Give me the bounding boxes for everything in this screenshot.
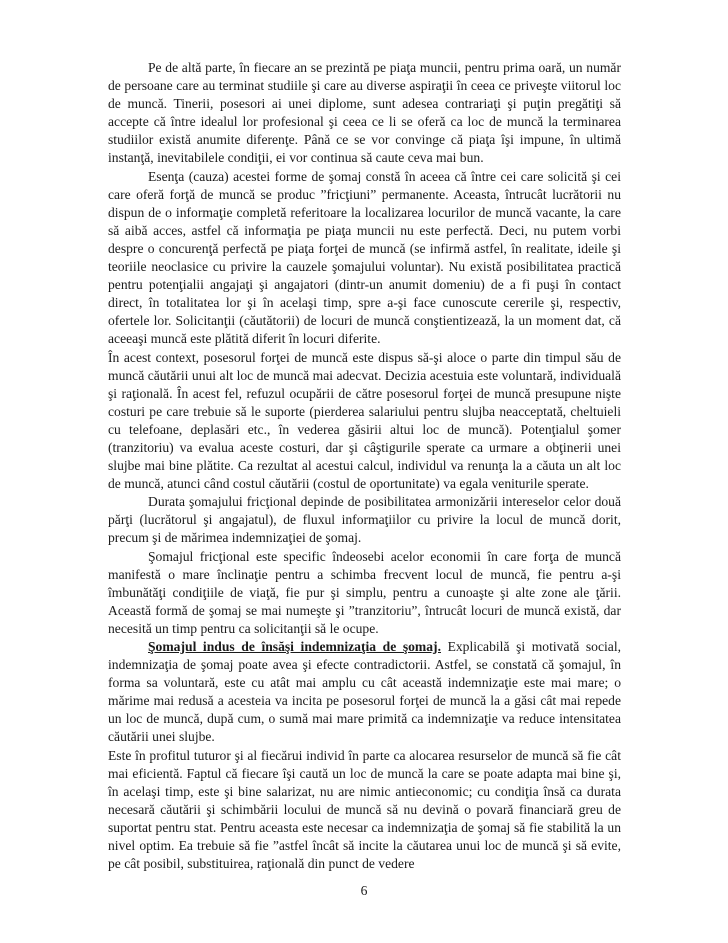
section-heading: Şomajul indus de însăşi indemnizaţia de şomaj. [148, 639, 441, 654]
document-page [108, 59, 621, 873]
paragraph-2: Esenţa (cauza) acestei forme de şomaj constă în aceea că între cei care solicită şi cei care oferă forţă de muncă se produc ”fricţiuni” permanente. Aceasta, întrucât lucrătorii nu dispun de o informaţie completă referitoare la localizarea locurilor de muncă vacante, la care să aibă acces, astfel că informaţia pe piaţa muncii nu este perfectă. Deci, nu putem vorbi despre o concurenţă perfectă pe piaţa forţei de muncă (se infirmă astfel, în realitate, ideile şi teoriile neoclasice cu privire la cauzele şomajului voluntar). Nu există posibilitatea practică pentru potenţialii angajaţi şi angajatori (dintr-un anumit domeniu) de a fi puşi în contact direct, în totalitatea lor şi în acelaşi timp, spre a-şi face cunoscute cererile şi, respectiv, ofertele lor. Solicitanţii (căutătorii) de locuri de muncă conştientizează, la un moment dat, că aceeaşi muncă este plătită diferit în locuri diferite. [108, 168, 621, 347]
page-number: 6 [360, 883, 368, 898]
paragraph-1: Pe de altă parte, în fiecare an se prezintă pe piaţa muncii, pentru prima oară, un număr de persoane care au terminat studiile şi care au diverse aspiraţii în ceea ce priveşte viitorul loc de muncă. Tinerii, posesori ai unei diplome, sunt adesea contrariaţi şi puţin pregătiţi să accepte că între idealul lor profesional şi ceea ce li se oferă ca loc de muncă la terminarea studiilor există anumite diferenţe. Până ce se vor convinge că piaţa îşi impune, în ultimă instanţă, inevitabilele condiţii, ei vor continua să caute ceva mai bun. [108, 60, 621, 166]
paragraph-4: Durata şomajului fricţional depinde de posibilitatea armonizării intereselor celor două părţi (lucrătorul şi angajatul), de fluxul informaţiilor cu privire la locul de muncă dorit, precum şi de mărimea indemnizaţiei de şomaj. [108, 494, 621, 546]
paragraph-5: Şomajul fricţional este specific îndeosebi acelor economii în care forţa de muncă manifestă o mare înclinaţie pentru a schimba frecvent locul de muncă, fie pentru a-şi îmbunătăţi condiţiile de viaţă, fie pur şi simplu, pentru a cunoaşte şi alte zone ale ţării. Această formă de şomaj se mai numeşte şi ”tranzitoriu”, întrucât locuri de muncă există, dar necesită un timp pentru ca solicitanţii să le ocupe. [108, 548, 621, 636]
paragraph-7: Este în profitul tuturor şi al fiecărui individ în parte ca alocarea resurselor de muncă să fie cât mai eficientă. Faptul că fiecare îşi caută un loc de muncă la care se poate adapta mai bine şi, în acelaşi timp, este şi bine salarizat, nu are nimic antieconomic; cu condiţia însă ca durata necesară căutării şi schimbării locului de muncă să nu devină o povară financiară greu de suportat pentru stat. Pentru aceasta este necesar ca indemnizaţia de şomaj să fie stabilită la un nivel optim. Ea trebuie să fie ”astfel încât să incite la căutarea unui loc de muncă şi să evite, pe cât posibil, substituirea, raţională din punct de vedere [108, 747, 621, 872]
paragraph-6 [108, 638, 621, 747]
section-text: Explicabilă şi motivată social, indemnizaţia de şomaj poate avea şi efecte contradictorii. Astfel, se constată că şomajul, în forma sa voluntară, este cu atât mai amplu cu cât această indemnizaţie este mai mare; o mărime mai redusă a acesteia va incita pe posesorul forţei de muncă la a găsi cât mai repede un loc de muncă, după cum, o sumă mai mare primită ca indemnizaţie va reduce intensitatea căutării unei slujbe. [108, 639, 621, 745]
paragraph-3: În acest context, posesorul forţei de muncă este dispus să-şi aloce o parte din timpul său de muncă căutării unui alt loc de muncă mai adecvat. Decizia acestuia este voluntară, individuală şi raţională. În acest fel, refuzul ocupării de către posesorul forţei de muncă presupune nişte costuri pe care trebuie să le suporte (pierderea salariului pentru slujba neacceptată, cheltuieli cu telefoane, deplasări etc., în vederea găsirii altui loc de muncă). Potenţialul şomer (tranzitoriu) va evalua aceste costuri, dar şi câştigurile sperate ca urmare a obţinerii unei slujbe mai bine plătite. Ca rezultat al acestui calcul, individul va renunţa la a căuta un alt loc de muncă, atunci când costul căutării (costul de oportunitate) va egala veniturile sperate. [108, 349, 621, 492]
